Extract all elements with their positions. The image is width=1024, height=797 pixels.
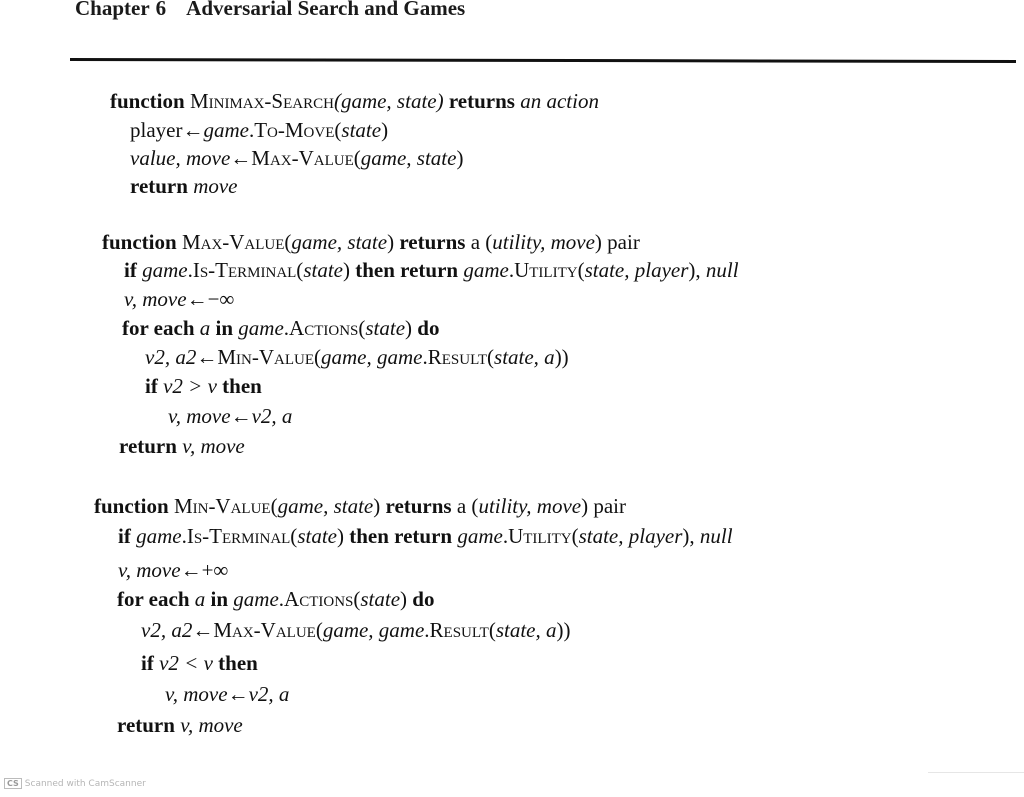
maxvalue-line-2: if game.Is-Terminal(state) then return game.Utility(state, player), null (124, 258, 739, 282)
minvalue-line-7: v, move←v2, a (165, 682, 290, 706)
watermark-text: Scanned with CamScanner (24, 778, 146, 789)
maxvalue-line-3: v, move←−∞ (124, 287, 235, 311)
minvalue-line-8: return v, move (117, 713, 243, 737)
minvalue-line-4: for each a in game.Actions(state) do (117, 587, 435, 611)
minvalue-line-5: v2, a2←Max-Value(game, game.Result(state, a)) (141, 618, 571, 642)
minvalue-line-1: function Min-Value(game, state) returns a (utility, move) pair (94, 494, 626, 518)
minvalue-line-6: if v2 < v then (141, 651, 258, 675)
chapter-label: Chapter (75, 0, 150, 20)
maxvalue-line-4: for each a in game.Actions(state) do (122, 316, 440, 340)
maxvalue-line-8: return v, move (119, 434, 245, 458)
maxvalue-line-7: v, move←v2, a (168, 404, 293, 428)
maxvalue-line-5: v2, a2←Min-Value(game, game.Result(state, a)) (145, 345, 569, 369)
minvalue-line-2: if game.Is-Terminal(state) then return game.Utility(state, player), null (118, 524, 733, 548)
maxvalue-line-1: function Max-Value(game, state) returns a (utility, move) pair (102, 230, 640, 254)
minvalue-line-3: v, move←+∞ (118, 558, 229, 582)
minimax-line-1: function Minimax-Search(game, state) returns an action (110, 89, 599, 113)
scan-edge-line (928, 772, 1024, 773)
scanner-watermark (4, 778, 146, 789)
page-header (75, 0, 465, 21)
minimax-line-3: value, move←Max-Value(game, state) (130, 146, 464, 170)
minimax-line-4: return move (130, 174, 238, 198)
camscanner-logo-icon: CS (4, 778, 22, 789)
maxvalue-line-6: if v2 > v then (145, 374, 262, 398)
chapter-number: 6 (155, 0, 167, 20)
minimax-line-2: player←game.To-Move(state) (130, 118, 389, 142)
header-rule (70, 58, 1016, 63)
chapter-title: Adversarial Search and Games (186, 0, 466, 20)
